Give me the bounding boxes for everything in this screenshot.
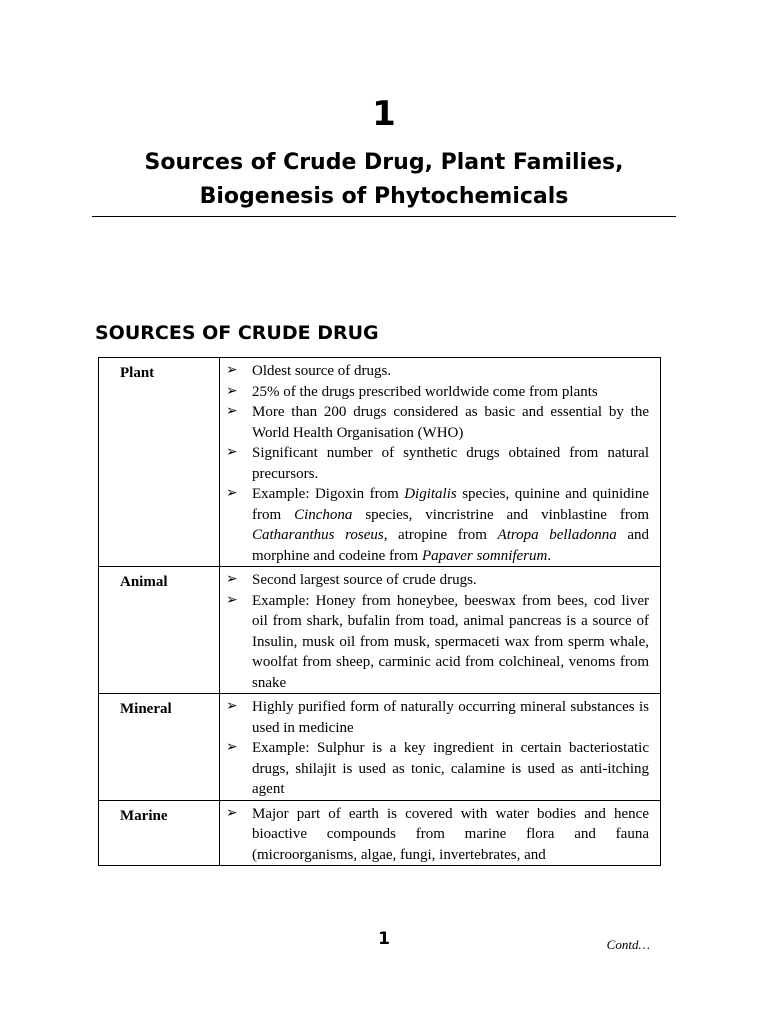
list-item bbox=[226, 402, 649, 443]
text-segment: Major part of earth is covered with water bodies and hence bioactive compounds from marine flora and fauna (microorganisms, algae, fungi, invertebrates, and bbox=[252, 805, 649, 863]
italic-text: Papaver somniferum bbox=[421, 547, 548, 564]
italic-text: Digitalis bbox=[404, 486, 457, 502]
title-divider bbox=[92, 216, 676, 217]
chapter-title-line-1: Sources of Crude Drug, Plant Families, bbox=[144, 150, 624, 175]
arrow-bullet-icon: ➢ bbox=[226, 486, 238, 501]
chapter-number: 1 bbox=[372, 94, 396, 134]
source-type-cell: Mineral bbox=[99, 694, 220, 801]
text-segment: Oldest source of drugs. bbox=[252, 363, 392, 379]
arrow-bullet-icon: ➢ bbox=[226, 699, 238, 714]
source-points-cell bbox=[220, 694, 661, 801]
arrow-bullet-icon: ➢ bbox=[226, 572, 238, 587]
arrow-bullet-icon: ➢ bbox=[226, 404, 238, 419]
list-item bbox=[226, 697, 649, 738]
list-item bbox=[226, 570, 649, 591]
source-type-cell: Marine bbox=[99, 800, 220, 866]
source-type-cell: Plant bbox=[99, 358, 220, 567]
list-item bbox=[226, 484, 649, 566]
table-row bbox=[99, 694, 661, 801]
arrow-bullet-icon: ➢ bbox=[226, 445, 238, 460]
source-points-cell bbox=[220, 358, 661, 567]
text-segment: species, quinine and quinidine from bbox=[252, 486, 649, 523]
text-segment: Example: Sulphur is a key ingredient in certain bacteriostatic drugs, shilajit is used as tonic, calamine is used as anti-itching agent bbox=[252, 740, 649, 797]
text-segment: Significant number of synthetic drugs obtained from natural precursors. bbox=[252, 445, 649, 482]
text-segment: , atropine from bbox=[383, 527, 498, 543]
arrow-bullet-icon: ➢ bbox=[226, 740, 238, 755]
sources-table bbox=[98, 357, 661, 866]
sources-table-body bbox=[99, 358, 661, 866]
chapter-title-line-2: Biogenesis of Phytochemicals bbox=[199, 184, 569, 209]
page-number: 1 bbox=[378, 929, 390, 949]
text-segment: More than 200 drugs considered as basic and essential by the World Health Organisation (WHO) bbox=[252, 404, 649, 441]
chapter-title bbox=[0, 146, 768, 214]
points-list bbox=[226, 361, 649, 566]
text-segment: 25% of the drugs prescribed worldwide come from plants bbox=[252, 383, 598, 400]
arrow-bullet-icon: ➢ bbox=[226, 805, 238, 821]
list-item bbox=[226, 738, 649, 800]
text-segment: Second largest source of crude drugs. bbox=[252, 572, 477, 588]
table-row bbox=[99, 358, 661, 567]
italic-text: Catharanthus roseus bbox=[252, 527, 384, 543]
list-item bbox=[226, 382, 649, 403]
italic-text: Cinchona bbox=[294, 506, 353, 523]
italic-text: Atropa belladonna bbox=[497, 527, 617, 543]
continued-note: Contd… bbox=[606, 937, 650, 952]
arrow-bullet-icon: ➢ bbox=[226, 383, 238, 399]
list-item bbox=[226, 804, 649, 866]
list-item bbox=[226, 361, 649, 382]
table-row bbox=[99, 800, 661, 866]
list-item bbox=[226, 591, 649, 694]
source-points-cell bbox=[220, 567, 661, 694]
text-segment: Example: Honey from honeybee, beeswax from bees, cod liver oil from shark, bufalin from toad, animal pancreas is a source of Insulin, musk oil from musk, spermaceti wax from sperm whale, woolfat from sheep, carminic acid from colchineal, venoms from snake bbox=[252, 592, 649, 691]
table-row bbox=[99, 567, 661, 694]
text-segment: . bbox=[547, 547, 552, 564]
arrow-bullet-icon: ➢ bbox=[226, 363, 238, 378]
text-segment: species, vincristrine and vinblastine from bbox=[352, 506, 649, 523]
text-segment: and morphine and codeine from bbox=[252, 527, 649, 564]
section-heading: SOURCES OF CRUDE DRUG bbox=[95, 322, 379, 344]
source-type-cell: Animal bbox=[99, 567, 220, 694]
points-list bbox=[226, 697, 649, 800]
points-list bbox=[226, 804, 649, 866]
source-points-cell bbox=[220, 800, 661, 866]
arrow-bullet-icon: ➢ bbox=[226, 592, 238, 608]
list-item bbox=[226, 443, 649, 484]
text-segment: Example: Digoxin from bbox=[252, 486, 405, 502]
text-segment: Highly purified form of naturally occurring mineral substances is used in medicine bbox=[252, 699, 649, 736]
points-list bbox=[226, 570, 649, 693]
